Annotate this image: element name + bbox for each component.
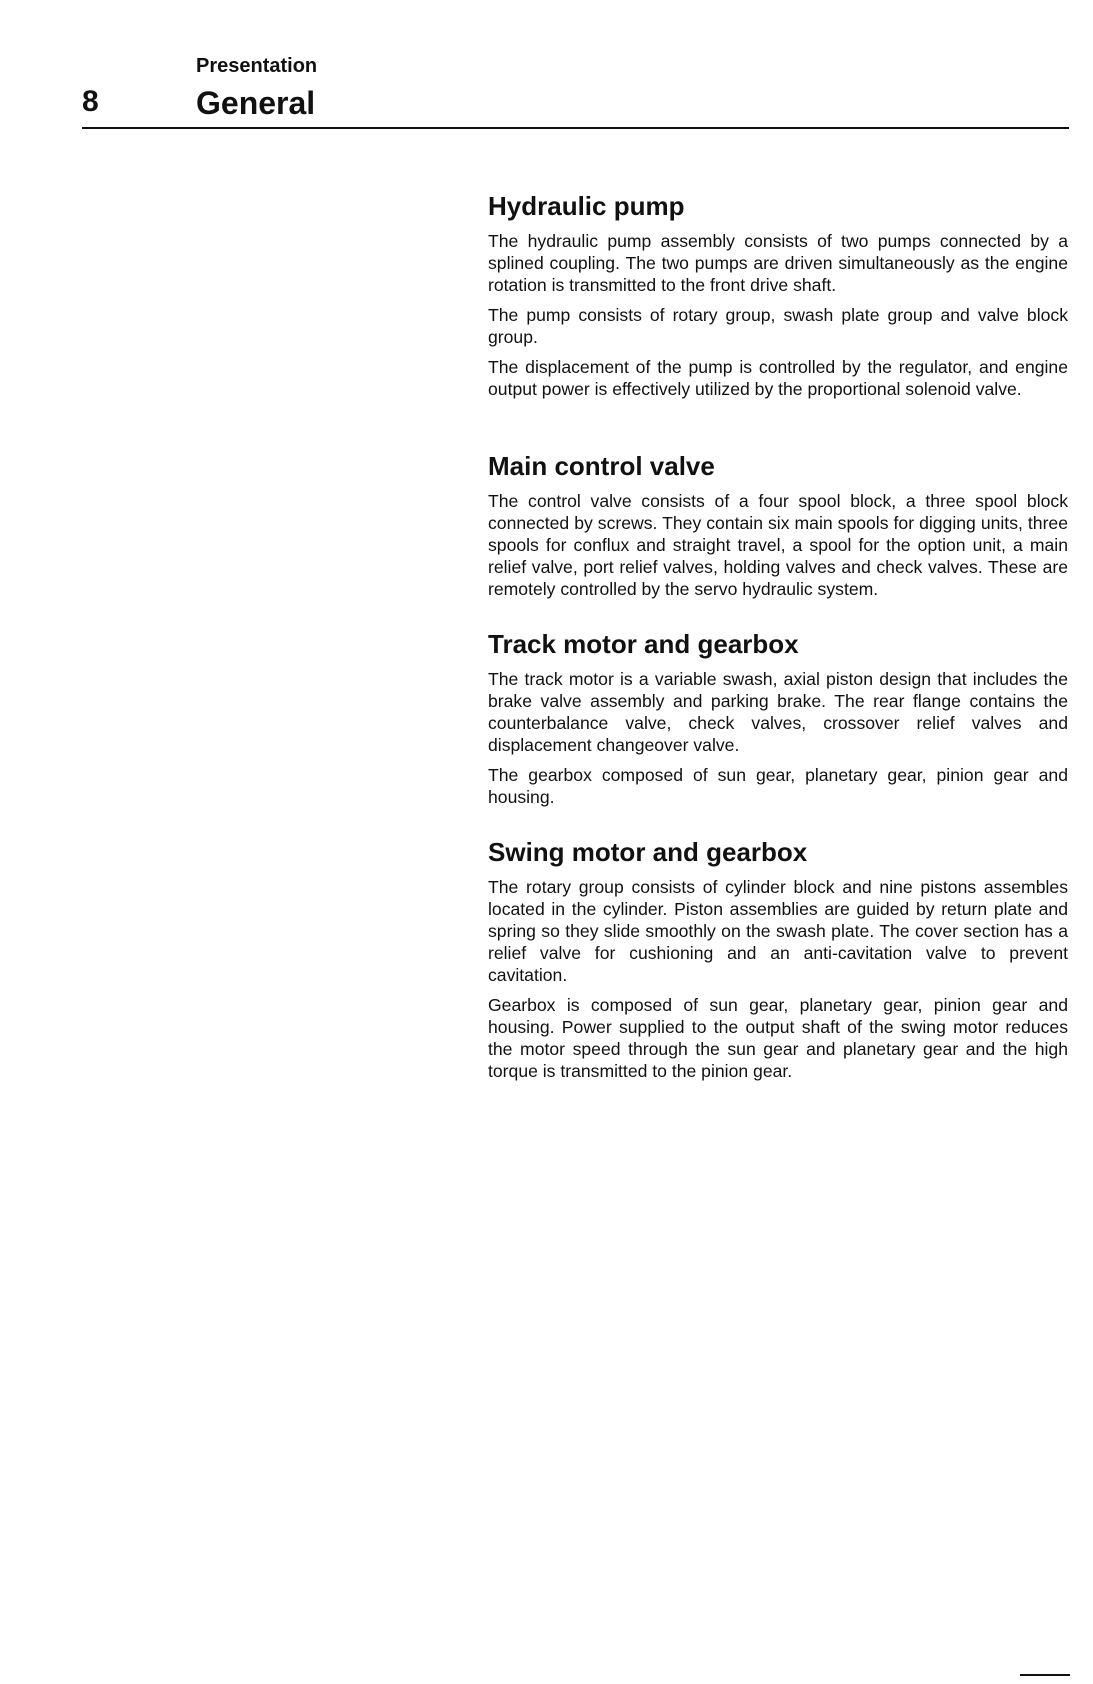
- article-heading: Hydraulic pump: [488, 191, 685, 221]
- section-label: Presentation: [196, 55, 318, 77]
- paragraph: The control valve consists of a four spool block, a three spool block connected by screws. They contain six main spools for digging units, three spools for conflux and straight travel, a spool for the option unit, a main relief valve, port relief valves, holding valves and check valves. These are remotely controlled by the servo hydraulic system.: [488, 491, 1068, 599]
- article-heading: Track motor and gearbox: [488, 629, 799, 659]
- paragraph: The displacement of the pump is controlled by the regulator, and engine output power is effectively utilized by the proportional solenoid valve.: [488, 357, 1068, 399]
- chapter-title: General: [196, 85, 316, 121]
- paragraph: The pump consists of rotary group, swash plate group and valve block group.: [488, 305, 1068, 347]
- paragraph: The track motor is a variable swash, axial piston design that includes the brake valve assembly and parking brake. The rear flange contains the counterbalance valve, check valves, crossover relief valves and displacement changeover valve.: [488, 669, 1068, 755]
- article-main-control-valve: [488, 450, 1068, 600]
- paragraph: The hydraulic pump assembly consists of two pumps connected by a splined coupling. The two pumps are driven simultaneously as the engine rotation is transmitted to the front drive shaft.: [488, 231, 1068, 295]
- header-rule: [82, 127, 1069, 129]
- paragraph: The rotary group consists of cylinder block and nine pistons assembles located in the cylinder. Piston assemblies are guided by return plate and spring so they slide smoothly on the swash plate. The cover section has a relief valve for cushioning and an anti-cavitation valve to prevent cavitation.: [488, 877, 1068, 985]
- page-number: 8: [82, 85, 99, 118]
- main-content: [488, 190, 1068, 1110]
- article-heading: Main control valve: [488, 451, 715, 481]
- article-heading: Swing motor and gearbox: [488, 837, 808, 867]
- article-swing-motor-gearbox: [488, 836, 1068, 1082]
- article-track-motor-gearbox: [488, 628, 1068, 808]
- footer-mark: [1020, 1674, 1070, 1676]
- paragraph: Gearbox is composed of sun gear, planetary gear, pinion gear and housing. Power supplied to the output shaft of the swing motor reduces the motor speed through the sun gear and planetary gear and the high torque is transmitted to the pinion gear.: [488, 995, 1068, 1081]
- paragraph: The gearbox composed of sun gear, planetary gear, pinion gear and housing.: [488, 765, 1068, 807]
- article-hydraulic-pump: [488, 190, 1068, 400]
